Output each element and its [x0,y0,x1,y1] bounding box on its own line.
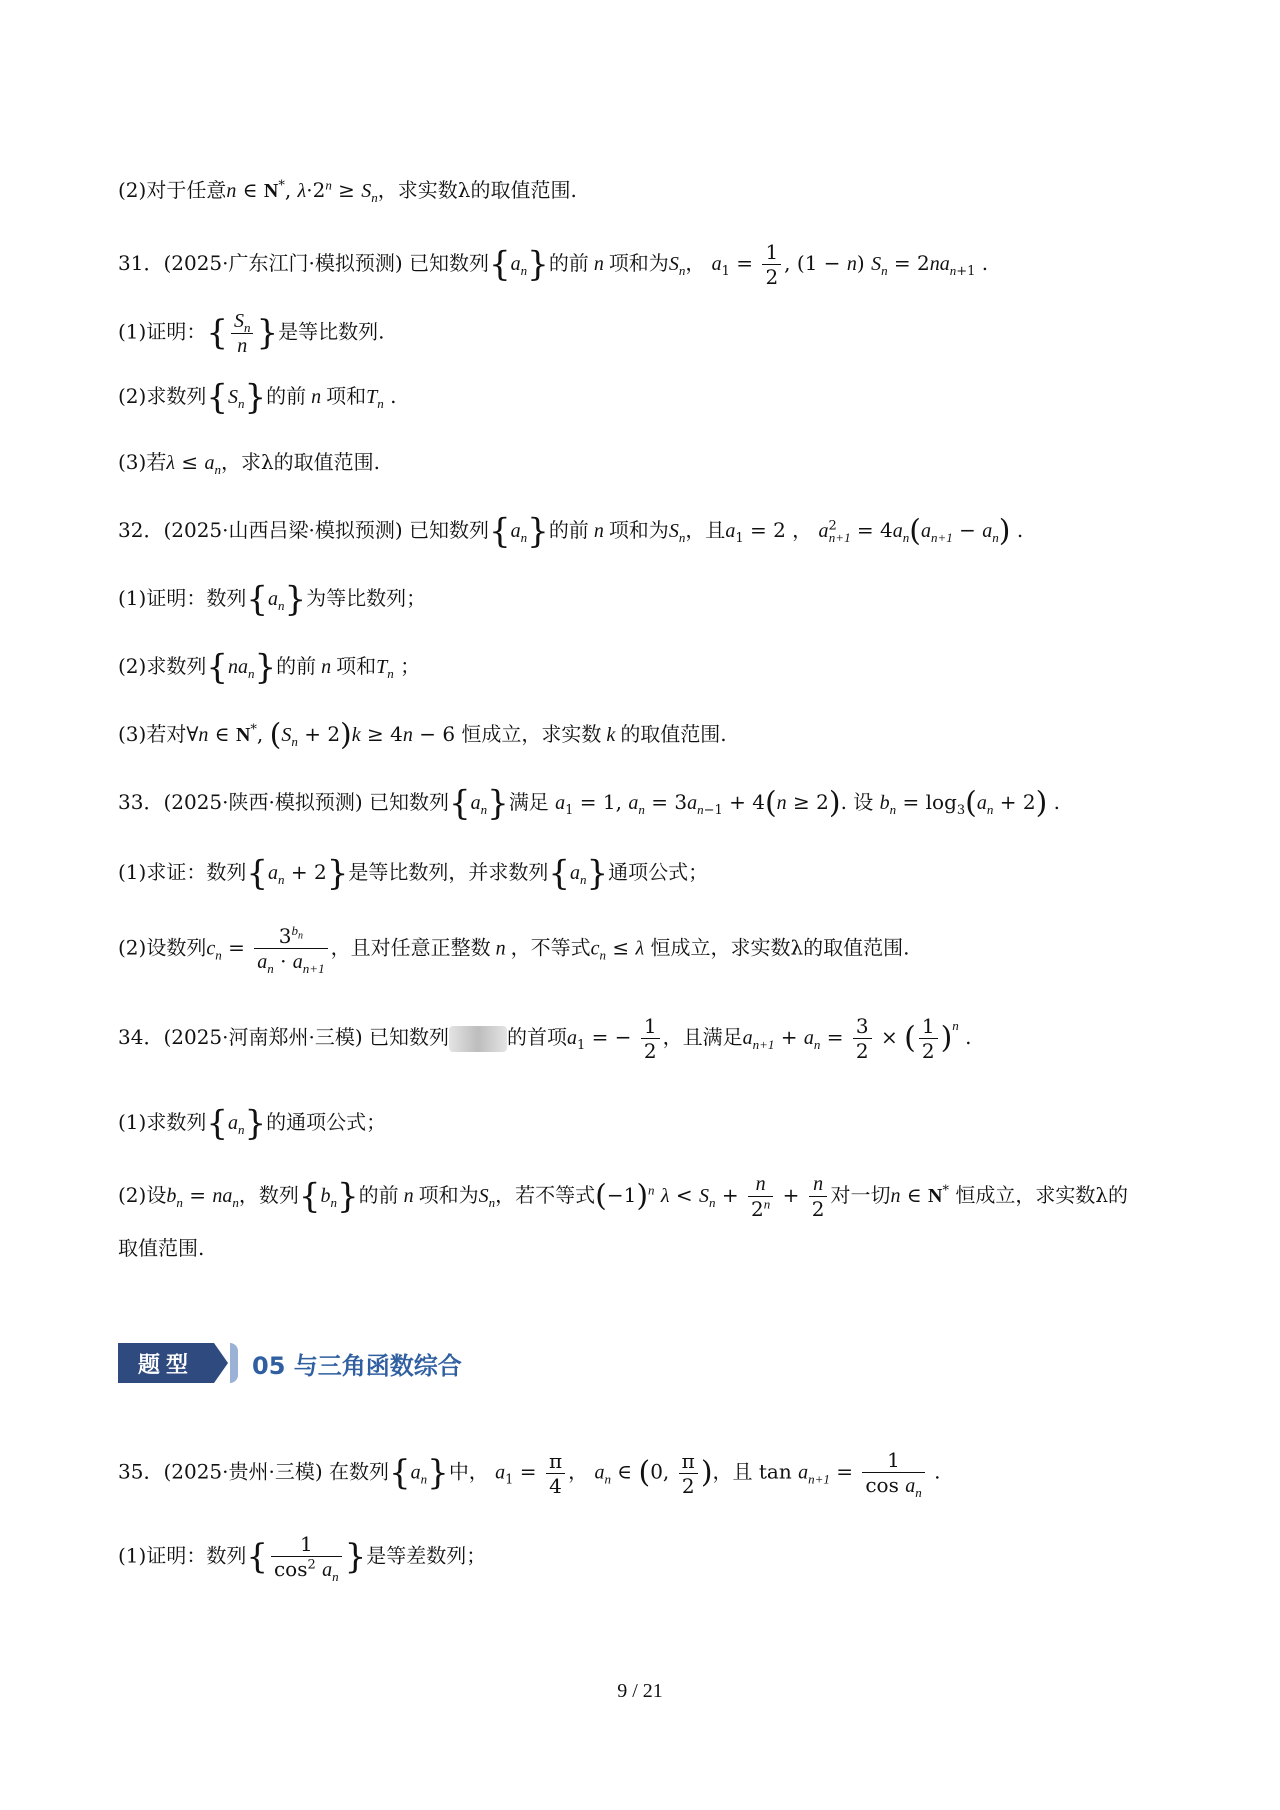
section-banner [118,1343,462,1383]
question-32-part-3: (3)若对∀n ∈ N*, $(S_n + 2)k \ge 4n - 6$ 恒成立，求实数 k 的取值范围. [118,717,727,753]
question-33-part-2: (2)设数列$c_n$ = $\frac{3^{b_n}}{a_n \cdot a_{n+1}}$ ，且对任意正整数 n ，不等式$c_n \le \lambda$ 恒成立，求实数λ的取值范围. [118,923,910,976]
question-31-part-2: (2)求数列$\{S_n\}$的前 n 项和$T_n$ . [118,377,397,418]
section-title: 05 与三角函数综合 [252,1351,462,1380]
question-34-part-1: (1)求数列$\{a_n\}$的通项公式； [118,1103,387,1144]
question-31-stem: 31．(2025·广东江门·模拟预测) 已知数列$\{a_n\}$的前 n 项和为$S_n$， $a_1$ = $\frac{1}{2}$ , (1 − n) $S_n = 2na_{n+1}$ . [118,240,989,289]
question-33-stem: 33．(2025·陕西·模拟预测) 已知数列$\{a_n\}$满足 $a_1 = 1$, $a_n = 3a_{n-1} + 4(n \ge 2)$. 设 $b_n = \log_3(a_n + 2)$ . [118,783,1061,824]
question-35-part-1: (1)证明：数列{ $\frac{1}{\cos^2 a_n}$ }是等差数列； [118,1532,487,1584]
question-32-part-2: (2)求数列$\{na_n\}$的前 n 项和$T_n$ ； [118,647,421,688]
question-31-part-1: (1)证明：{ $\frac{S_n}{n}$ }是等比数列. [118,310,385,357]
question-35-stem: 35．(2025·贵州·三模) 在数列$\{a_n\}$中， $a_1$ = $\frac{\pi}{4}$ ， $a_n$ ∈ (0, $\frac{\pi}{2}$ )，且 $\tan a_{n+1}$ = $\frac{1}{\cos a_n}$ . [118,1448,941,1500]
blurred-region [449,1026,507,1052]
page-number: 9 / 21 [617,1680,663,1702]
question-34-part-2-continued: 取值范围. [118,1236,205,1260]
question-34-stem: 34．(2025·河南郑州·三模) 已知数列 的首项$a_1$ = − $\frac{1}{2}$ ，且满足$a_{n+1} + a_n$ = $\frac{3}{2}$ × ( $\frac{1}{2}$ )$^n$ . [118,1014,972,1063]
question-32-part-1: (1)证明：数列$\{a_n\}$为等比数列； [118,579,427,620]
question-33-part-1: (1)求证：数列$\{a_n + 2\}$是等比数列，并求数列$\{a_n\}$通项公式； [118,853,709,894]
section-badge: 题型 [118,1343,214,1383]
question-31-part-3: (3)若$\lambda \le a_n$，求λ的取值范围. [118,450,381,477]
question-32-stem: 32．(2025·山西吕梁·模拟预测) 已知数列$\{a_n\}$的前 n 项和为$S_n$，且$a_1 = 2$ ， $a^2_{n+1} = 4a_n(a_{n+1} - a_n)$ . [118,511,1024,552]
question-30-part-2: (2)对于任意n ∈ N*, $\lambda\cdot 2^n \ge S_n$，求实数λ的取值范围. [118,177,577,205]
question-34-part-2: (2)设$b_n = na_n$，数列$\{b_n\}$的前 n 项和为$S_n$，若不等式$(-1)^n$ $\lambda < S_n$ + $\frac{n}{2^n}$ + $\frac{n}{2}$ 对一切n ∈ N* 恒成立，求实数λ的 [118,1173,1129,1221]
